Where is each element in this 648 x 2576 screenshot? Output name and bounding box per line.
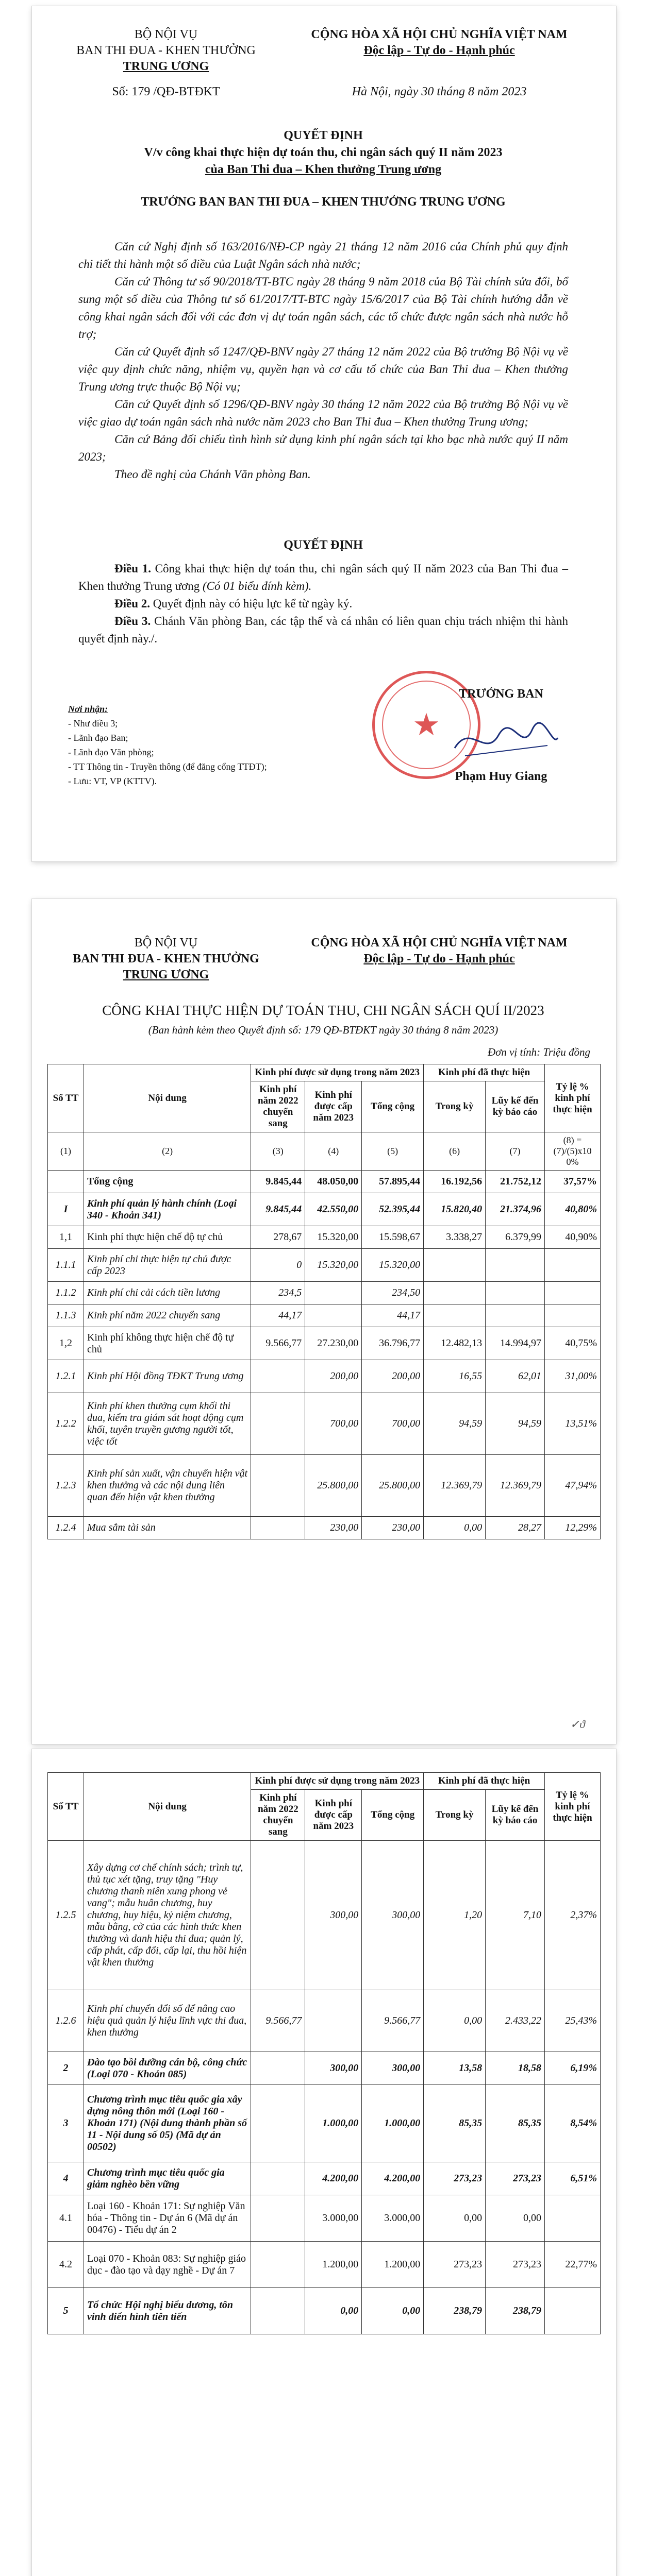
content-cell: Kinh phí Hội đồng TĐKT Trung ương	[84, 1360, 251, 1393]
ratio-cell	[545, 1249, 601, 1282]
content-cell: Kinh phí thực hiện chế độ tự chủ	[84, 1226, 251, 1249]
article-1: Điều 1. Công khai thực hiện dự toán thu, chi ngân sách quý II năm 2023 của Ban Thi đua – Khen thưởng Trung ương (Có 01 biểu đính kèm).	[78, 562, 568, 592]
carried-cell: 234,5	[251, 1282, 305, 1304]
total-cell: 57.895,44	[362, 1171, 424, 1193]
report-title: CÔNG KHAI THỰC HIỆN DỰ TOÁN THU, CHI NGÂN SÁCH QUÍ II/2023	[102, 1003, 544, 1018]
column-index-row	[48, 1132, 601, 1171]
stt-cell: 4.2	[48, 2242, 84, 2288]
table-row	[48, 1990, 601, 2052]
table-row	[48, 1193, 601, 1226]
signer-title: TRƯỞNG BAN	[459, 687, 543, 701]
total-cell: 700,00	[362, 1393, 424, 1455]
total-cell: 44,17	[362, 1304, 424, 1327]
in-period-cell	[424, 1249, 486, 1282]
total-cell: 3.000,00	[362, 2195, 424, 2242]
basis-item: Căn cứ Nghị định số 163/2016/NĐ-CP ngày 21 tháng 12 năm 2016 của Chính phủ quy định chi tiết thi hành một số điều của Luật Ngân sách nhà nước;	[78, 240, 568, 270]
issuer-name-line2: TRUNG ƯƠNG	[123, 60, 209, 73]
ratio-cell	[545, 2288, 601, 2334]
carried-cell	[251, 2195, 305, 2242]
content-cell: Chương trình mục tiêu quốc gia xây dựng nông thôn mới (Loại 160 - Khoản 171) (Nội dung thành phần số 11 - Nội dung số 05) (Mã dự án 00502)	[84, 2085, 251, 2162]
ratio-cell: 13,51%	[545, 1393, 601, 1455]
in-period-cell: 0,00	[424, 2195, 486, 2242]
total-cell: 230,00	[362, 1517, 424, 1539]
table-row	[48, 2085, 601, 2162]
cumulative-cell: 28,27	[486, 1517, 545, 1539]
granted-cell	[305, 1990, 362, 2052]
cumulative-cell	[486, 1249, 545, 1282]
stt-cell: 1.1.3	[48, 1304, 84, 1327]
carried-cell	[251, 2288, 305, 2334]
col-group-used: Kinh phí được sử dụng trong năm 2023	[251, 1773, 424, 1790]
total-cell: 1.000,00	[362, 2085, 424, 2162]
cumulative-cell: 273,23	[486, 2242, 545, 2288]
column-index: (2)	[84, 1132, 251, 1171]
decision-title-block	[63, 127, 584, 211]
cumulative-cell: 94,59	[486, 1393, 545, 1455]
col-group-used: Kinh phí được sử dụng trong năm 2023	[251, 1064, 424, 1081]
table-row	[48, 1282, 601, 1304]
parent-ministry: BỘ NỘI VỤ	[134, 28, 198, 41]
carried-cell	[251, 1393, 305, 1455]
report-page-2	[32, 1749, 616, 2576]
col-group-done: Kinh phí đã thực hiện	[424, 1064, 545, 1081]
article-2: Điều 2. Quyết định này có hiệu lực kể từ ngày ký.	[114, 597, 353, 610]
report-page-1	[32, 899, 616, 1744]
carried-cell: 9.845,44	[251, 1171, 305, 1193]
issuing-authority: TRƯỞNG BAN BAN THI ĐUA – KHEN THƯỞNG TRUNG ƯƠNG	[141, 195, 506, 209]
total-cell: 52.395,44	[362, 1193, 424, 1226]
col-cumulative: Lũy kế đến kỳ báo cáo	[486, 1081, 545, 1132]
nation-name: CỘNG HÒA XÃ HỘI CHỦ NGHĨA VIỆT NAM	[311, 936, 568, 950]
cumulative-cell: 21.374,96	[486, 1193, 545, 1226]
cumulative-cell: 238,79	[486, 2288, 545, 2334]
content-cell: Kinh phí không thực hiện chế độ tự chủ	[84, 1327, 251, 1360]
issuer-name-line2: TRUNG ƯƠNG	[123, 968, 209, 981]
granted-cell: 700,00	[305, 1393, 362, 1455]
in-period-cell: 12.482,13	[424, 1327, 486, 1360]
granted-cell: 0,00	[305, 2288, 362, 2334]
issue-date: Hà Nội, ngày 30 tháng 8 năm 2023	[352, 85, 527, 98]
parent-ministry: BỘ NỘI VỤ	[134, 936, 198, 950]
column-index: (7)	[486, 1132, 545, 1171]
content-cell: Mua sắm tài sản	[84, 1517, 251, 1539]
cumulative-cell: 12.369,79	[486, 1455, 545, 1517]
stt-cell: 1.2.3	[48, 1455, 84, 1517]
content-cell: Loại 070 - Khoản 083: Sự nghiệp giáo dục - đào tạo và dạy nghề - Dự án 7	[84, 2242, 251, 2288]
table-row	[48, 1226, 601, 1249]
stt-cell: I	[48, 1193, 84, 1226]
content-cell: Kinh phí chi thực hiện tự chủ được cấp 2023	[84, 1249, 251, 1282]
recipient: - Lưu: VT, VP (KTTV).	[68, 776, 157, 786]
basis-item: Căn cứ Bảng đối chiếu tình hình sử dụng kinh phí ngân sách tại kho bạc nhà nước quý II năm 2023;	[78, 433, 568, 463]
signature	[450, 717, 563, 764]
in-period-cell: 273,23	[424, 2162, 486, 2195]
total-cell: 15.320,00	[362, 1249, 424, 1282]
table-row	[48, 1304, 601, 1327]
granted-cell: 48.050,00	[305, 1171, 362, 1193]
stt-cell: 1.1.1	[48, 1249, 84, 1282]
carried-cell	[251, 2052, 305, 2085]
ratio-cell: 2,37%	[545, 1841, 601, 1990]
table-row	[48, 1455, 601, 1517]
content-cell: Kinh phí quản lý hành chính (Loại 340 - Khoản 341)	[84, 1193, 251, 1226]
stt-cell: 1.2.6	[48, 1990, 84, 2052]
ratio-cell	[545, 1282, 601, 1304]
total-cell: 4.200,00	[362, 2162, 424, 2195]
col-content: Nội dung	[84, 1773, 251, 1841]
column-index: (5)	[362, 1132, 424, 1171]
recipient: - Lãnh đạo Văn phòng;	[68, 747, 154, 757]
carried-cell	[251, 2162, 305, 2195]
national-heading	[282, 27, 596, 100]
stt-cell: 1.2.5	[48, 1841, 84, 1990]
recipients-title: Nơi nhận:	[68, 704, 108, 714]
ratio-cell: 6,51%	[545, 2162, 601, 2195]
stt-cell: 1.2.4	[48, 1517, 84, 1539]
article-3: Điều 3. Chánh Văn phòng Ban, các tập thể và cá nhân có liên quan chịu trách nhiệm thi hành quyết định này./.	[78, 615, 569, 645]
ratio-cell: 47,94%	[545, 1455, 601, 1517]
stt-cell	[48, 1171, 84, 1193]
content-cell: Chương trình mục tiêu quốc gia giảm nghèo bền vững	[84, 2162, 251, 2195]
recipients	[68, 702, 267, 788]
total-cell: 1.200,00	[362, 2242, 424, 2288]
col-stt: Số TT	[48, 1064, 84, 1132]
content-cell: Kinh phí khen thưởng cụm khối thi đua, kiểm tra giám sát hoạt động cụm khối, tuyên truyền gương người tốt, việc tốt	[84, 1393, 251, 1455]
ratio-cell: 8,54%	[545, 2085, 601, 2162]
cumulative-cell	[486, 1282, 545, 1304]
content-cell: Đào tạo bồi dưỡng cán bộ, công chức (Loại 070 - Khoản 085)	[84, 2052, 251, 2085]
granted-cell: 42.550,00	[305, 1193, 362, 1226]
carried-cell: 9.566,77	[251, 1327, 305, 1360]
recipient: - Như điều 3;	[68, 718, 118, 728]
granted-cell: 300,00	[305, 2052, 362, 2085]
cumulative-cell: 7,10	[486, 1841, 545, 1990]
column-index: (8) = (7)/(5)x10 0%	[545, 1132, 601, 1171]
granted-cell: 3.000,00	[305, 2195, 362, 2242]
recipient: - Lãnh đạo Ban;	[68, 733, 128, 743]
ratio-cell: 40,90%	[545, 1226, 601, 1249]
in-period-cell: 1,20	[424, 1841, 486, 1990]
articles	[78, 560, 568, 648]
content-cell: Xây dựng cơ chế chính sách; trình tự, thủ tục xét tặng, truy tặng "Huy chương thanh niên xung phong vẻ vang"; mẫu huân chương, huy chương, huy hiệu, kỷ niệm chương, mẫu bằng, cờ của các hình thức khen thưởng và danh hiệu thi đua; quản lý, cấp phát, cấp đổi, cấp lại, thu hồi hiện vật khen thưởng	[84, 1841, 251, 1990]
content-cell: Kinh phí năm 2022 chuyển sang	[84, 1304, 251, 1327]
cumulative-cell: 14.994,97	[486, 1327, 545, 1360]
stt-cell: 2	[48, 2052, 84, 2085]
national-motto: Độc lập - Tự do - Hạnh phúc	[363, 44, 515, 57]
report-national-heading	[282, 935, 596, 967]
in-period-cell: 0,00	[424, 1517, 486, 1539]
granted-cell: 1.000,00	[305, 2085, 362, 2162]
cumulative-cell	[486, 1304, 545, 1327]
in-period-cell: 94,59	[424, 1393, 486, 1455]
content-cell: Tổ chức Hội nghị biểu dương, tôn vinh điển hình tiên tiến	[84, 2288, 251, 2334]
col-carried: Kinh phí năm 2022 chuyển sang	[251, 1081, 305, 1132]
stt-cell: 4.1	[48, 2195, 84, 2242]
nation-name: CỘNG HÒA XÃ HỘI CHỦ NGHĨA VIỆT NAM	[311, 28, 568, 41]
carried-cell: 44,17	[251, 1304, 305, 1327]
ratio-cell: 6,19%	[545, 2052, 601, 2085]
stt-cell: 1,1	[48, 1226, 84, 1249]
content-cell: Kinh phí sản xuất, vận chuyển hiện vật khen thưởng và các nội dung liên quan đến hiện vật khen thưởng	[84, 1455, 251, 1517]
total-cell: 0,00	[362, 2288, 424, 2334]
carried-cell: 0	[251, 1249, 305, 1282]
total-cell: 15.598,67	[362, 1226, 424, 1249]
ratio-cell: 37,57%	[545, 1171, 601, 1193]
cumulative-cell: 85,35	[486, 2085, 545, 2162]
signer-name: Phạm Huy Giang	[455, 770, 547, 783]
granted-cell: 25.800,00	[305, 1455, 362, 1517]
decision-page	[32, 6, 616, 861]
ratio-cell: 40,80%	[545, 1193, 601, 1226]
cumulative-cell: 273,23	[486, 2162, 545, 2195]
initial-mark: ✓ϑ	[570, 1718, 585, 1731]
in-period-cell	[424, 1282, 486, 1304]
granted-cell: 200,00	[305, 1360, 362, 1393]
decision-subject-line1: V/v công khai thực hiện dự toán thu, chi ngân sách quý II năm 2023	[144, 146, 503, 159]
in-period-cell: 13,58	[424, 2052, 486, 2085]
total-cell: 234,50	[362, 1282, 424, 1304]
in-period-cell	[424, 1304, 486, 1327]
total-cell: 9.566,77	[362, 1990, 424, 2052]
in-period-cell: 85,35	[424, 2085, 486, 2162]
basis-item: Căn cứ Quyết định số 1247/QĐ-BNV ngày 27 tháng 12 năm 2022 của Bộ trưởng Bộ Nội vụ về việc quy định chức năng, nhiệm vụ, quyền hạn và cơ cấu tổ chức của Ban Thi đua – Khen thưởng Trung ương trực thuộc Bộ Nội vụ;	[78, 345, 568, 393]
col-total: Tổng cộng	[362, 1081, 424, 1132]
table-row	[48, 1393, 601, 1455]
cumulative-cell: 0,00	[486, 2195, 545, 2242]
col-carried: Kinh phí năm 2022 chuyển sang	[251, 1790, 305, 1841]
total-cell: 200,00	[362, 1360, 424, 1393]
col-ratio: Tỷ lệ % kinh phí thực hiện	[545, 1773, 601, 1841]
stt-cell: 3	[48, 2085, 84, 2162]
granted-cell: 15.320,00	[305, 1226, 362, 1249]
stt-cell: 1.1.2	[48, 1282, 84, 1304]
stt-cell: 1,2	[48, 1327, 84, 1360]
table-row	[48, 2162, 601, 2195]
granted-cell: 300,00	[305, 1841, 362, 1990]
carried-cell	[251, 2085, 305, 2162]
table-row	[48, 2242, 601, 2288]
stt-cell: 5	[48, 2288, 84, 2334]
total-cell: 25.800,00	[362, 1455, 424, 1517]
granted-cell	[305, 1304, 362, 1327]
col-in-period: Trong kỳ	[424, 1790, 486, 1841]
decide-heading: QUYẾT ĐỊNH	[284, 538, 363, 552]
col-cumulative: Lũy kế đến kỳ báo cáo	[486, 1790, 545, 1841]
col-ratio: Tỷ lệ % kinh phí thực hiện	[545, 1064, 601, 1132]
ratio-cell: 12,29%	[545, 1517, 601, 1539]
report-table-part2	[47, 1772, 601, 2334]
basis-item: Theo đề nghị của Chánh Văn phòng Ban.	[114, 468, 311, 481]
legal-basis	[78, 238, 568, 483]
currency-unit: Đơn vị tính: Triệu đồng	[487, 1046, 590, 1058]
in-period-cell: 16.192,56	[424, 1171, 486, 1193]
column-index: (6)	[424, 1132, 486, 1171]
ratio-cell: 22,77%	[545, 2242, 601, 2288]
col-content: Nội dung	[84, 1064, 251, 1132]
national-motto: Độc lập - Tự do - Hạnh phúc	[363, 952, 515, 965]
table-row	[48, 2195, 601, 2242]
col-granted: Kinh phí được cấp năm 2023	[305, 1790, 362, 1841]
ratio-cell: 25,43%	[545, 1990, 601, 2052]
carried-cell	[251, 1455, 305, 1517]
carried-cell	[251, 1517, 305, 1539]
carried-cell: 278,67	[251, 1226, 305, 1249]
cumulative-cell: 18,58	[486, 2052, 545, 2085]
carried-cell	[251, 1841, 305, 1990]
total-cell: 300,00	[362, 1841, 424, 1990]
table-row	[48, 1327, 601, 1360]
stt-cell: 1.2.2	[48, 1393, 84, 1455]
content-cell: Kinh phí chi cải cách tiền lương	[84, 1282, 251, 1304]
in-period-cell: 12.369,79	[424, 1455, 486, 1517]
cumulative-cell: 62,01	[486, 1360, 545, 1393]
in-period-cell: 238,79	[424, 2288, 486, 2334]
column-index: (4)	[305, 1132, 362, 1171]
table-row	[48, 2052, 601, 2085]
basis-item: Căn cứ Quyết định số 1296/QĐ-BNV ngày 30 tháng 12 năm 2022 của Bộ trưởng Bộ Nội vụ về việc giao dự toán ngân sách nhà nước năm 2023 cho Ban Thi đua – Khen thưởng Trung ương;	[78, 398, 568, 428]
ratio-cell	[545, 1304, 601, 1327]
basis-item: Căn cứ Thông tư số 90/2018/TT-BTC ngày 28 tháng 9 năm 2018 của Bộ Tài chính sửa đổi, bổ sung một số điều của Thông tư số 61/2017/TT-BTC ngày 15/6/2017 của Bộ Tài chính hướng dẫn về công khai ngân sách đối với các đơn vị dự toán ngân sách, các tổ chức được ngân sách nhà nước hỗ trợ;	[78, 275, 568, 341]
in-period-cell: 16,55	[424, 1360, 486, 1393]
decision-subject-line2: của Ban Thi đua – Khen thưởng Trung ương	[205, 163, 442, 176]
column-index: (3)	[251, 1132, 305, 1171]
report-subtitle: (Ban hành kèm theo Quyết định số: 179 QĐ-BTĐKT ngày 30 tháng 8 năm 2023)	[148, 1024, 499, 1036]
carried-cell	[251, 2242, 305, 2288]
cumulative-cell: 6.379,99	[486, 1226, 545, 1249]
carried-cell: 9.566,77	[251, 1990, 305, 2052]
granted-cell: 230,00	[305, 1517, 362, 1539]
cumulative-cell: 2.433,22	[486, 1990, 545, 2052]
granted-cell: 4.200,00	[305, 2162, 362, 2195]
content-cell: Loại 160 - Khoản 171: Sự nghiệp Văn hóa - Thông tin - Dự án 6 (Mã dự án 00476) - Tiểu dự án 2	[84, 2195, 251, 2242]
granted-cell: 1.200,00	[305, 2242, 362, 2288]
column-index: (1)	[48, 1132, 84, 1171]
granted-cell	[305, 1282, 362, 1304]
report-issuer	[63, 935, 269, 983]
col-group-done: Kinh phí đã thực hiện	[424, 1773, 545, 1790]
in-period-cell: 0,00	[424, 1990, 486, 2052]
total-cell: 300,00	[362, 2052, 424, 2085]
cumulative-cell: 21.752,12	[486, 1171, 545, 1193]
carried-cell: 9.845,44	[251, 1193, 305, 1226]
in-period-cell: 273,23	[424, 2242, 486, 2288]
decision-title: QUYẾT ĐỊNH	[284, 129, 363, 142]
in-period-cell: 15.820,40	[424, 1193, 486, 1226]
table-row	[48, 1171, 601, 1193]
table-row	[48, 1841, 601, 1990]
content-cell: Kinh phí chuyển đổi số để nâng cao hiệu quả quản lý hiệu lĩnh vực thi đua, khen thưởng	[84, 1990, 251, 2052]
table-row	[48, 1517, 601, 1539]
official-seal: ★	[372, 671, 480, 779]
total-cell: 36.796,77	[362, 1327, 424, 1360]
content-cell: Tổng cộng	[84, 1171, 251, 1193]
ratio-cell: 40,75%	[545, 1327, 601, 1360]
ratio-cell: 31,00%	[545, 1360, 601, 1393]
granted-cell: 15.320,00	[305, 1249, 362, 1282]
report-table-part1	[47, 1064, 601, 1539]
table-row	[48, 1249, 601, 1282]
carried-cell	[251, 1360, 305, 1393]
table-row	[48, 2288, 601, 2334]
granted-cell: 27.230,00	[305, 1327, 362, 1360]
col-total: Tổng cộng	[362, 1790, 424, 1841]
ratio-cell	[545, 2195, 601, 2242]
stt-cell: 1.2.1	[48, 1360, 84, 1393]
issuer-name: BAN THI ĐUA - KHEN THƯỞNG	[73, 952, 259, 965]
stt-cell: 4	[48, 2162, 84, 2195]
issuer-name: BAN THI ĐUA - KHEN THƯỞNG	[76, 44, 256, 57]
decision-number: Số: 179 /QĐ-BTĐKT	[112, 85, 220, 98]
table-row	[48, 1360, 601, 1393]
recipient: - TT Thông tin - Truyền thông (để đăng cổng TTĐT);	[68, 761, 267, 772]
col-in-period: Trong kỳ	[424, 1081, 486, 1132]
issuer-block	[63, 27, 269, 100]
col-stt: Số TT	[48, 1773, 84, 1841]
in-period-cell: 3.338,27	[424, 1226, 486, 1249]
col-granted: Kinh phí được cấp năm 2023	[305, 1081, 362, 1132]
